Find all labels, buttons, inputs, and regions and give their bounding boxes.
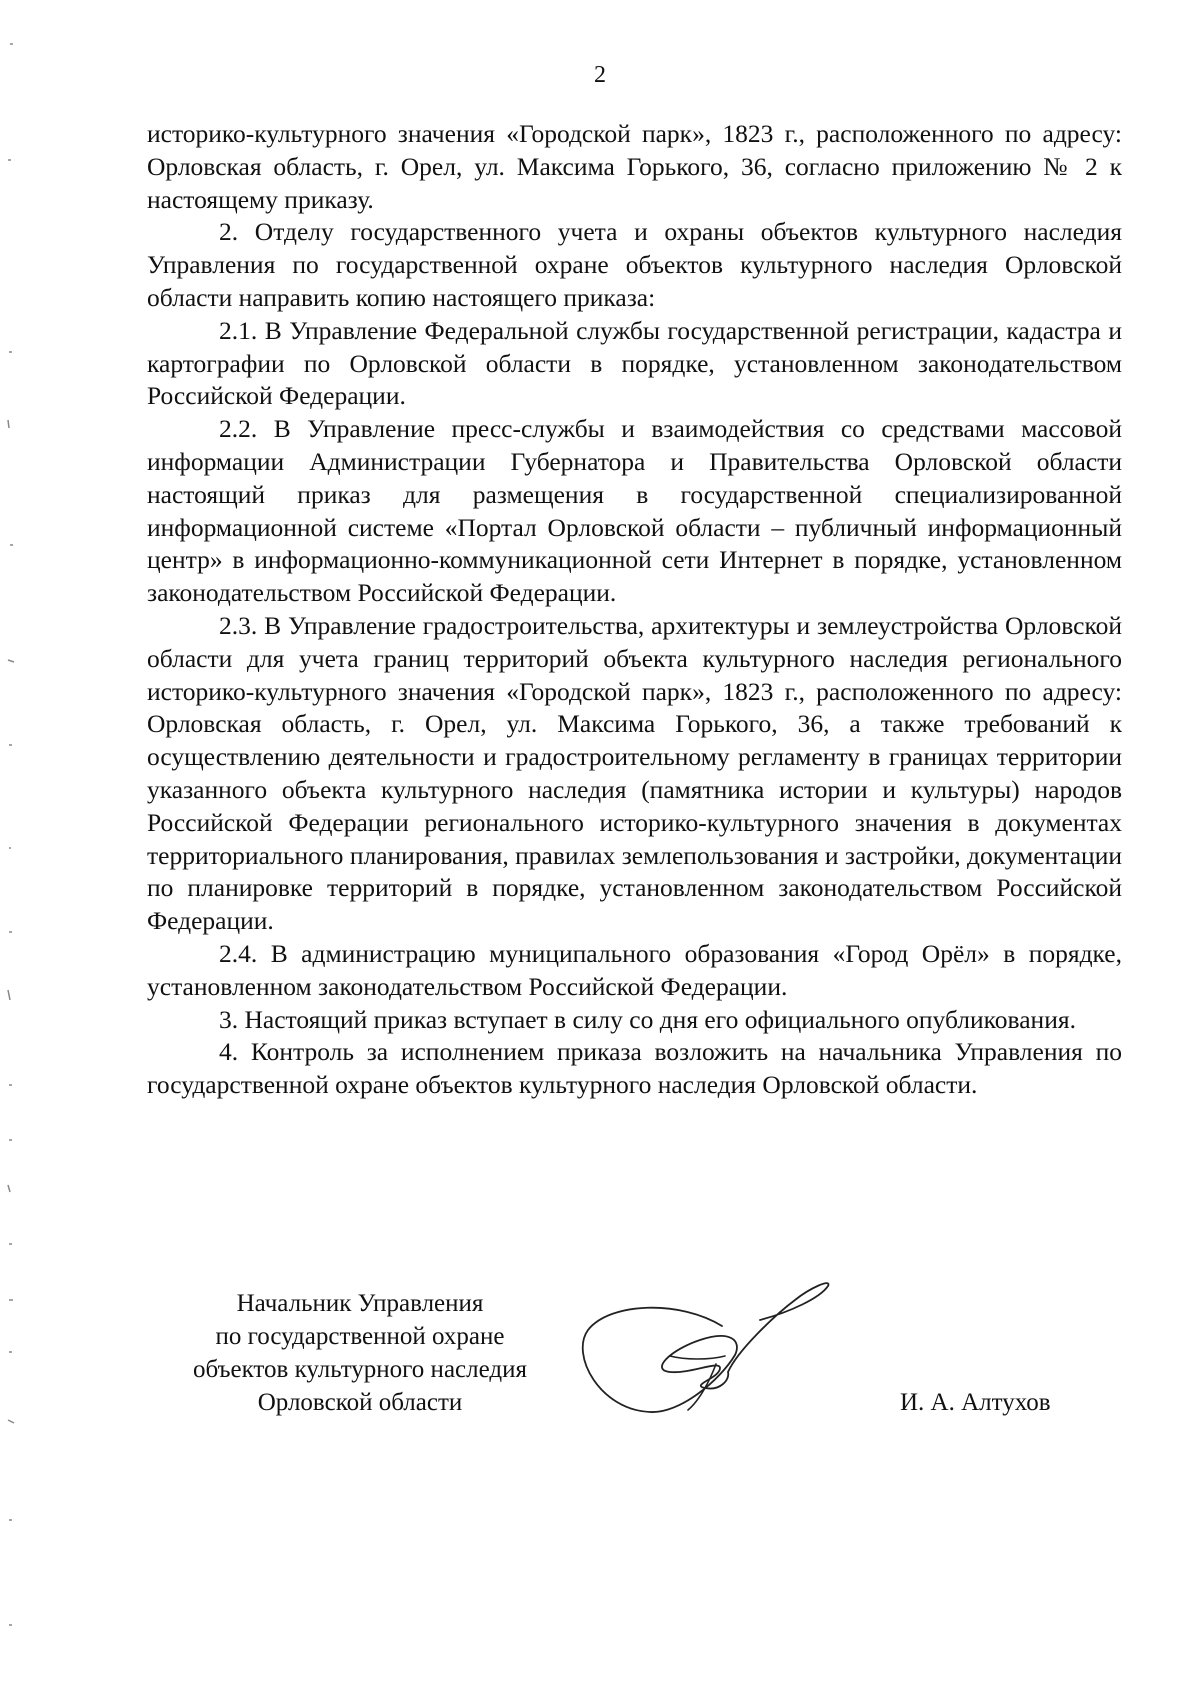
paragraph-continuation: историко-культурного значения «Городской парк», 1823 г., расположенного по адресу: Орловская область, г. Орел, ул. Максима Горького, 36, согласно приложению № 2 к настоящему приказу.: [147, 119, 1122, 214]
signatory-title: [150, 1287, 570, 1419]
document-body: [147, 118, 1122, 1102]
page-number: 2: [594, 62, 606, 88]
signatory-title-line: Начальник Управления: [236, 1290, 484, 1317]
paragraph-item-2-4: 2.4. В администрацию муниципального образования «Город Орёл» в порядке, установленном законодательством Российской Федерации.: [147, 938, 1122, 1001]
signatory-title-line: объектов культурного наследия: [193, 1356, 527, 1383]
paragraph-item-2: 2. Отделу государственного учета и охраны объектов культурного наследия Управления по государственной охране объектов культурного наследия Орловской области направить копию настоящего приказа:: [147, 217, 1122, 312]
scan-edge-marks: [0, 0, 20, 1697]
paragraph-item-2-1: 2.1. В Управление Федеральной службы государственной регистрации, кадастра и картографии по Орловской области в порядке, установленном законодательством Российской Федерации.: [147, 315, 1122, 411]
signatory-title-line: Орловской области: [257, 1389, 463, 1416]
paragraph-item-2-2: 2.2. В Управление пресс-службы и взаимодействия со средствами массовой информации Администрации Губернатора и Правительства Орловской области настоящий приказ для размещения в государственной специализированной информационной системе «Портал Орловской области – публичный информационный центр» в информационно-коммуникационной сети Интернет в порядке, установленном законодательством Российской Федерации.: [147, 414, 1122, 608]
paragraph-item-2-3: 2.3. В Управление градостроительства, архитектуры и землеустройства Орловской области для учета границ территорий объекта культурного наследия регионального историко-культурного значения «Городской парк», 1823 г., расположенного по адресу: Орловская область, г. Орел, ул. Максима Горького, 36, а также требований к осуществлению деятельности и градостроительному регламенту в границах территории указанного объекта культурного наследия (памятника истории и культуры) народов Российской Федерации регионального историко-культурного значения в документах территориального планирования, правилах землепользования и застройки, документации по планировке территорий в порядке, установленном законодательством Российской Федерации.: [147, 610, 1122, 936]
signatory-title-line: по государственной охране: [215, 1323, 505, 1350]
handwritten-signature: [570, 1260, 870, 1420]
paragraph-item-4: 4. Контроль за исполнением приказа возложить на начальника Управления по государственной охране объектов культурного наследия Орловской области.: [147, 1037, 1122, 1100]
signer-name: И. А. Алтухов: [900, 1389, 1051, 1416]
paragraph-item-3: 3. Настоящий приказ вступает в силу со дня его официального опубликования.: [219, 1004, 1076, 1034]
